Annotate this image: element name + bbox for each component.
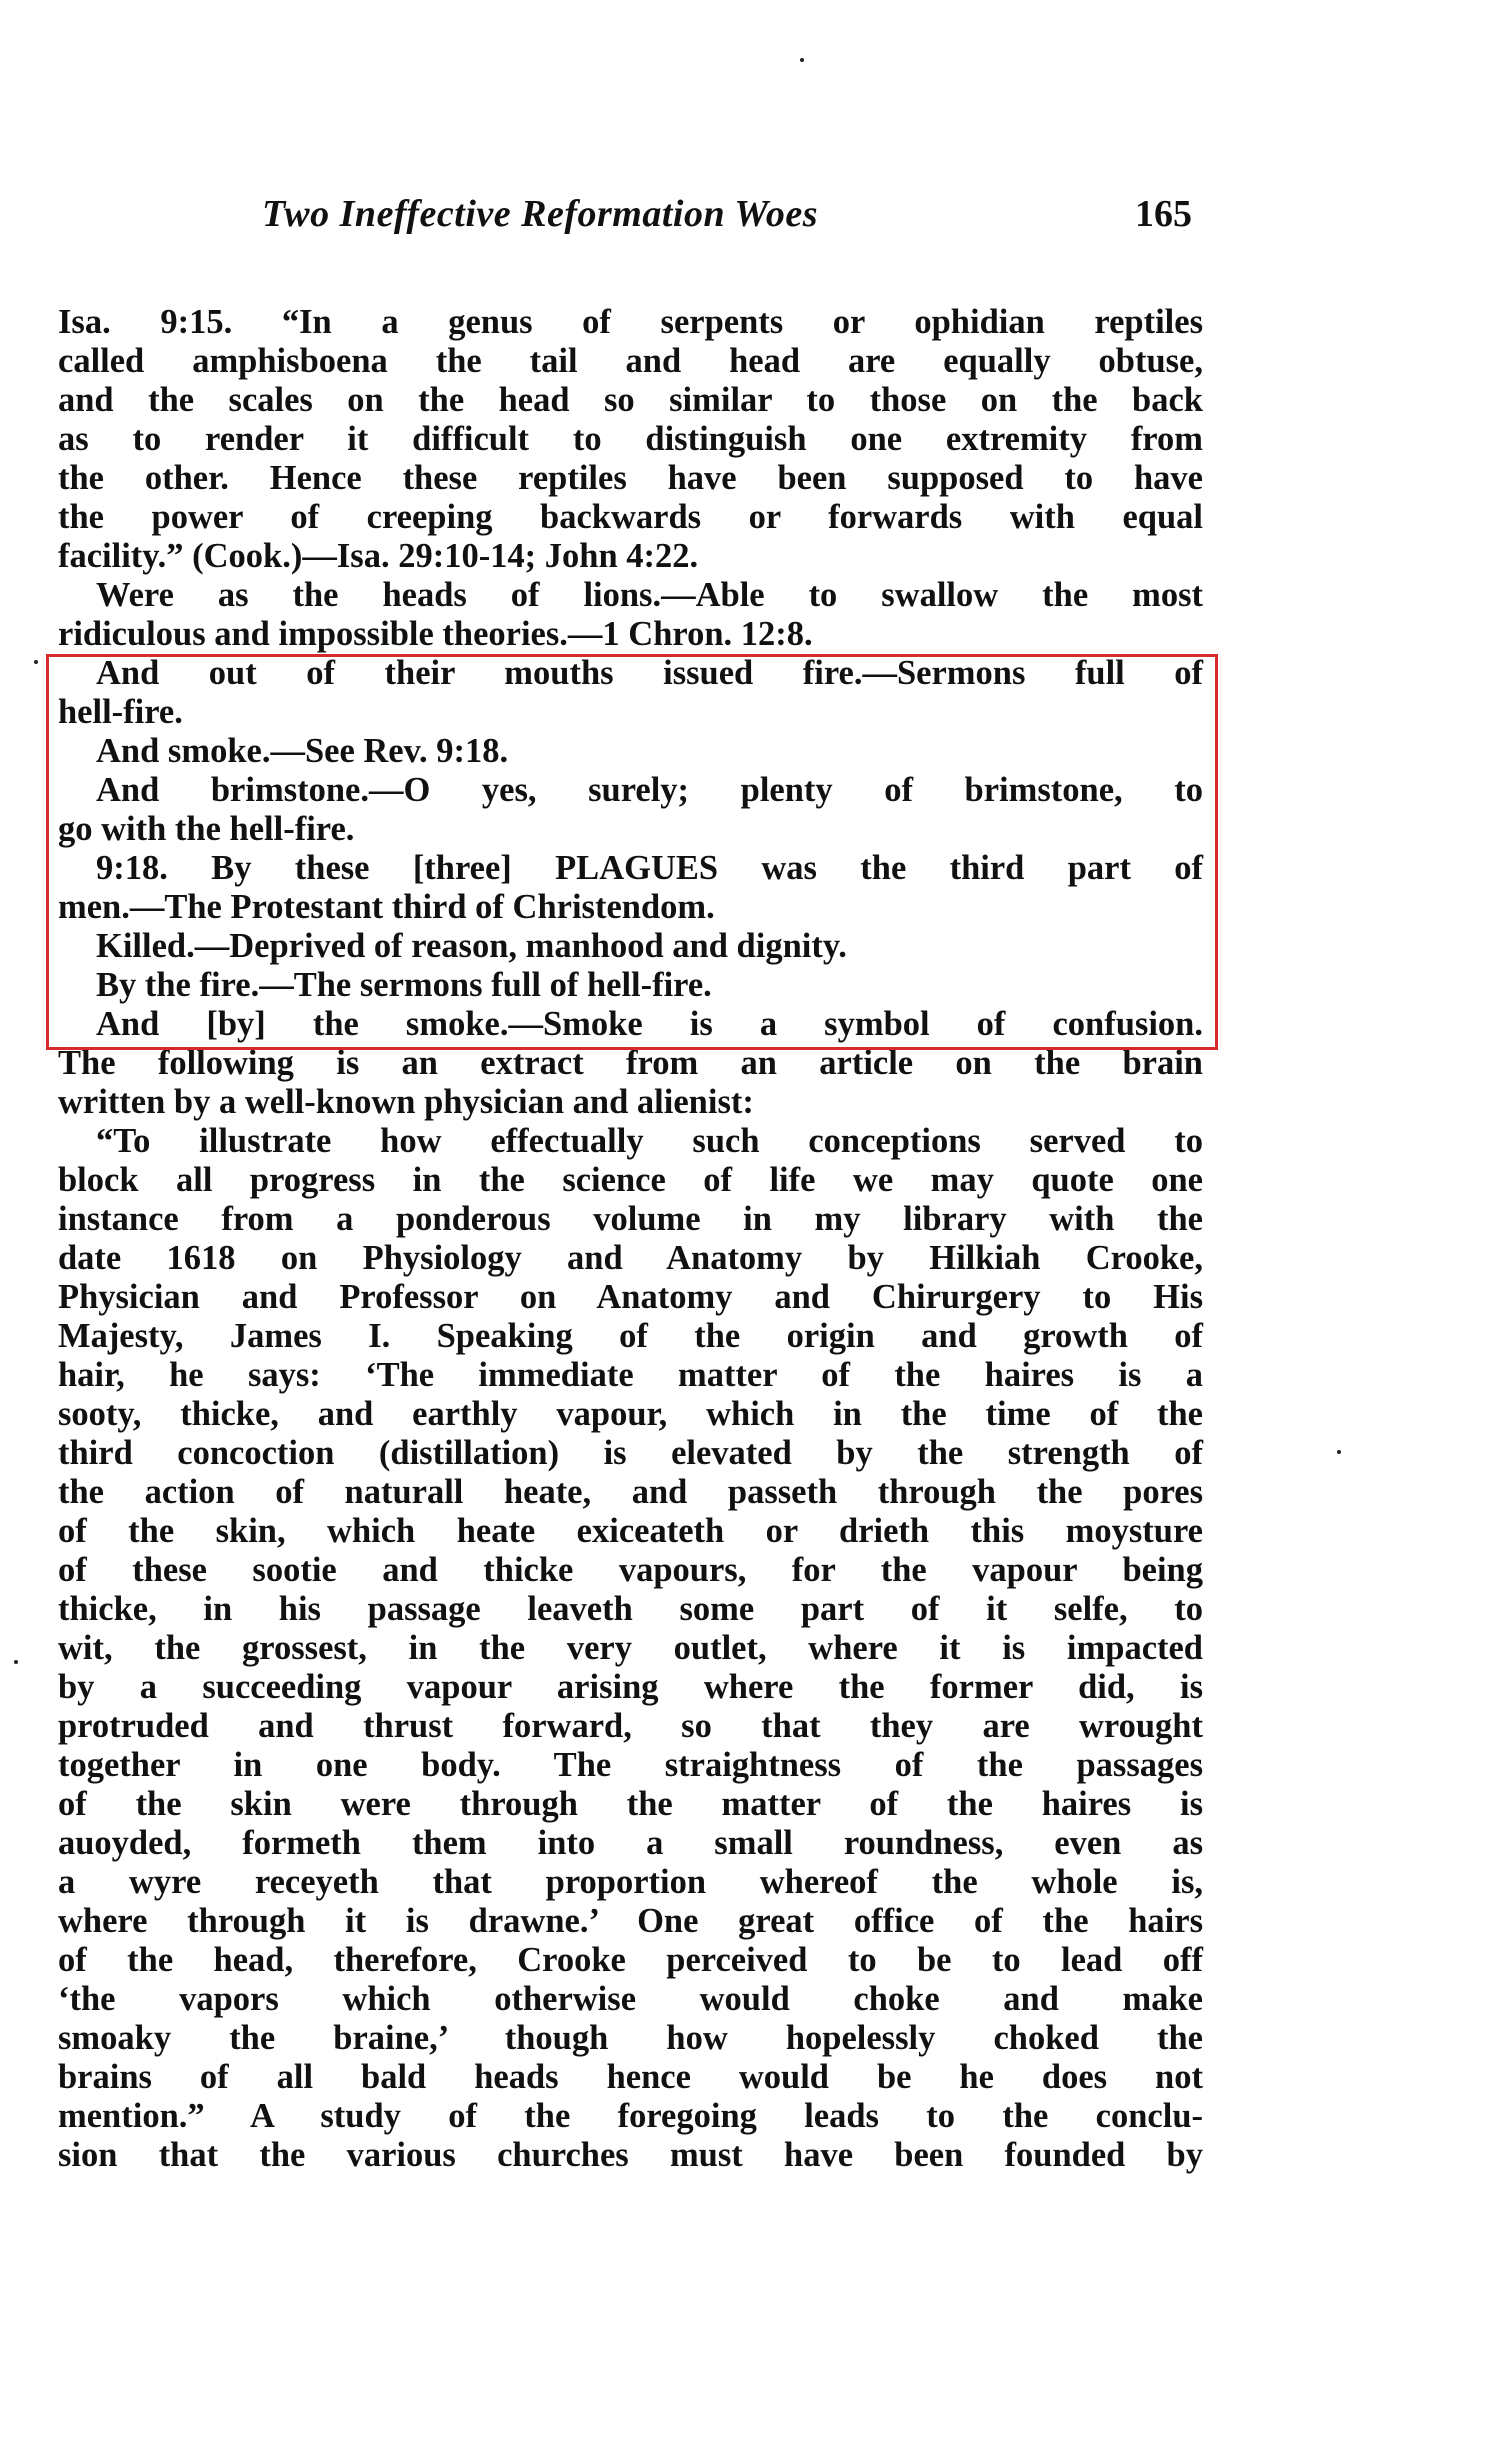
text-line: third concoction (distillation) is elevated by the strength of <box>58 1434 1203 1472</box>
text-line: the other. Hence these reptiles have been supposed to have <box>58 459 1203 497</box>
text-line: ‘the vapors which otherwise would choke and make <box>58 1980 1203 2018</box>
text-line: the power of creeping backwards or forwards with equal <box>58 498 1203 536</box>
text-line: date 1618 on Physiology and Anatomy by Hilkiah Crooke, <box>58 1239 1203 1277</box>
text-line: wit, the grossest, in the very outlet, where it is impacted <box>58 1629 1203 1667</box>
text-line: brains of all bald heads hence would be he does not <box>58 2058 1203 2096</box>
text-line: as to render it difficult to distinguish one extremity from <box>58 420 1203 458</box>
text-line: auoyded, formeth them into a small roundness, even as <box>58 1824 1203 1862</box>
text-line: together in one body. The straightness of the passages <box>58 1746 1203 1784</box>
scan-speck <box>34 660 38 664</box>
text-line: ridiculous and impossible theories.—1 Chron. 12:8. <box>58 615 813 653</box>
scan-speck <box>800 58 804 62</box>
text-line: instance from a ponderous volume in my library with the <box>58 1200 1203 1238</box>
text-line: a wyre receyeth that proportion whereof the whole is, <box>58 1863 1203 1901</box>
text-line: men.—The Protestant third of Christendom. <box>58 888 715 926</box>
text-line: facility.” (Cook.)—Isa. 29:10-14; John 4:22. <box>58 537 699 575</box>
text-line: And [by] the smoke.—Smoke is a symbol of confusion. <box>96 1005 1203 1043</box>
scan-speck <box>1337 1450 1341 1454</box>
text-line: And out of their mouths issued fire.—Sermons full of <box>96 654 1203 692</box>
text-line: Isa. 9:15. “In a genus of serpents or ophidian reptiles <box>58 303 1203 341</box>
text-line: and the scales on the head so similar to those on the back <box>58 381 1203 419</box>
text-line: Physician and Professor on Anatomy and Chirurgery to His <box>58 1278 1203 1316</box>
text-line: hair, he says: ‘The immediate matter of the haires is a <box>58 1356 1203 1394</box>
text-line: Majesty, James I. Speaking of the origin and growth of <box>58 1317 1203 1355</box>
text-line: of the skin were through the matter of the haires is <box>58 1785 1203 1823</box>
text-line: sion that the various churches must have been founded by <box>58 2136 1203 2174</box>
text-line: sooty, thicke, and earthly vapour, which in the time of the <box>58 1395 1203 1433</box>
scan-speck <box>14 1660 18 1664</box>
text-line: protruded and thrust forward, so that they are wrought <box>58 1707 1203 1745</box>
text-line: smoaky the braine,’ though how hopelessly choked the <box>58 2019 1203 2057</box>
text-line: mention.” A study of the foregoing leads to the conclu- <box>58 2097 1203 2135</box>
text-line: of these sootie and thicke vapours, for the vapour being <box>58 1551 1203 1589</box>
text-line: “To illustrate how effectually such conceptions served to <box>96 1122 1203 1160</box>
text-line: And smoke.—See Rev. 9:18. <box>96 732 509 770</box>
text-line: Were as the heads of lions.—Able to swallow the most <box>96 576 1203 614</box>
text-line: the action of naturall heate, and passeth through the pores <box>58 1473 1203 1511</box>
body-text <box>58 303 1203 2175</box>
text-line: written by a well-known physician and alienist: <box>58 1083 754 1121</box>
text-line: thicke, in his passage leaveth some part of it selfe, to <box>58 1590 1203 1628</box>
text-line: And brimstone.—O yes, surely; plenty of brimstone, to <box>96 771 1203 809</box>
text-line: hell-fire. <box>58 693 183 731</box>
text-line: where through it is drawne.’ One great office of the hairs <box>58 1902 1203 1940</box>
text-line: by a succeeding vapour arising where the former did, is <box>58 1668 1203 1706</box>
text-line: of the head, therefore, Crooke perceived to be to lead off <box>58 1941 1203 1979</box>
text-line: 9:18. By these [three] PLAGUES was the third part of <box>96 849 1203 887</box>
text-line: of the skin, which heate exiceateth or drieth this moysture <box>58 1512 1203 1550</box>
page-header <box>262 192 1192 252</box>
text-line: called amphisboena the tail and head are equally obtuse, <box>58 342 1203 380</box>
text-line: By the fire.—The sermons full of hell-fire. <box>96 966 712 1004</box>
page-number: 165 <box>1135 193 1192 235</box>
text-line: go with the hell-fire. <box>58 810 355 848</box>
text-line: block all progress in the science of life we may quote one <box>58 1161 1203 1199</box>
text-line: The following is an extract from an article on the brain <box>58 1044 1203 1082</box>
running-title: Two Ineffective Reformation Woes <box>262 193 819 235</box>
text-line: Killed.—Deprived of reason, manhood and dignity. <box>96 927 847 965</box>
